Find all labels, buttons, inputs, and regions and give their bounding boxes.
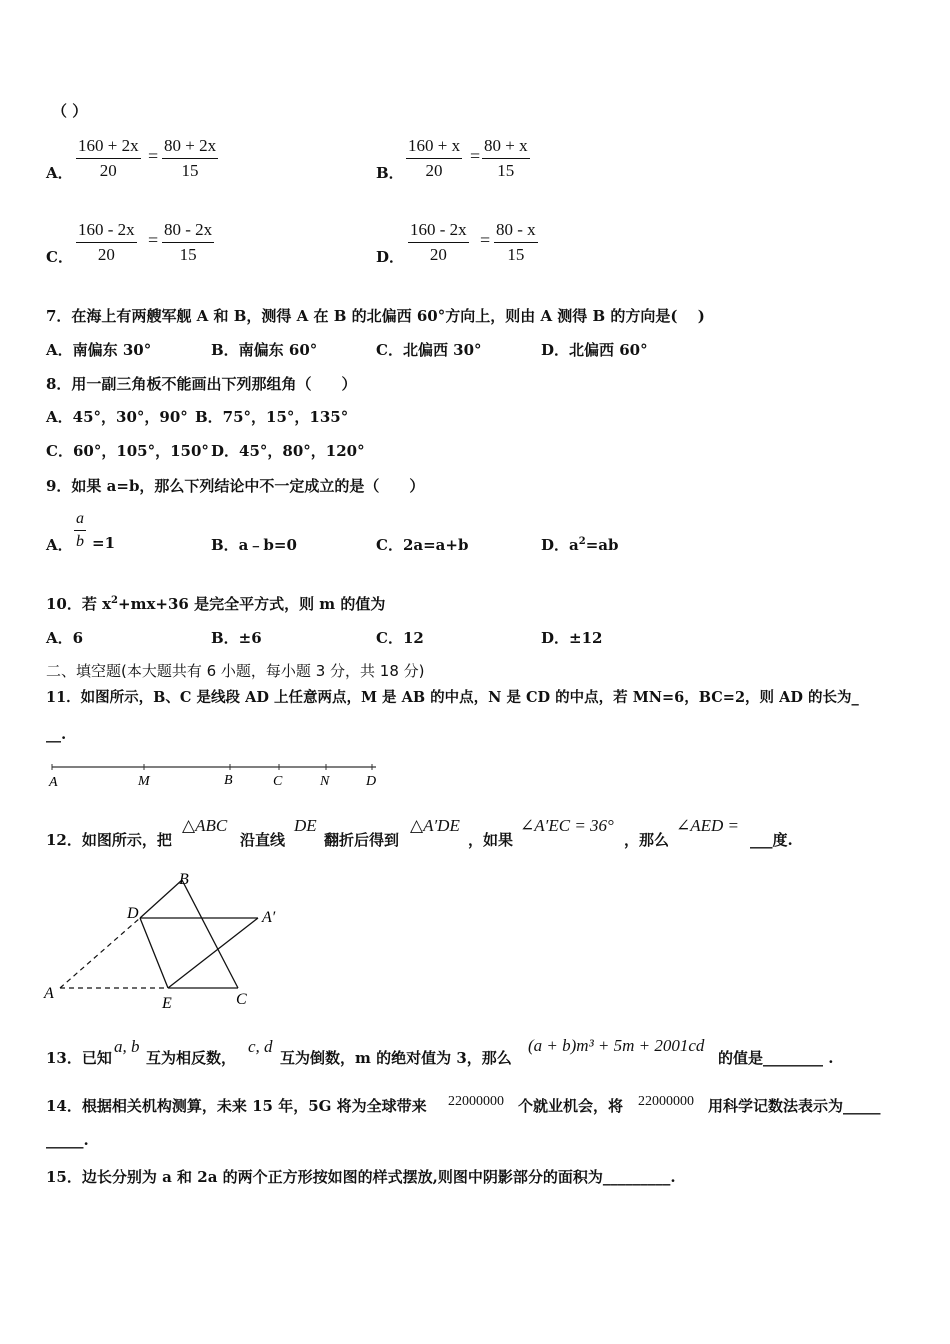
- q13-math-expression: (a + b)m³ + 5m + 2001cd: [528, 1036, 705, 1055]
- q6-option-d-label: D．: [376, 248, 405, 266]
- segment-bd: [140, 880, 182, 918]
- q12-math-de: DE: [294, 816, 317, 835]
- label-m: M: [138, 774, 150, 789]
- q9-option-a-tail: =1: [92, 534, 116, 552]
- numerator: 80 - 2x: [162, 218, 214, 243]
- q7-option-a: A．南偏东 30°: [46, 341, 152, 359]
- q10-text: [46, 593, 385, 614]
- numerator: 80 + 2x: [162, 134, 218, 159]
- q13-text-3: 互为倒数，m 的绝对值为 3，那么: [280, 1049, 512, 1067]
- denominator: b: [76, 533, 84, 550]
- q11-text: 11．如图所示，B、C 是线段 AD 上任意两点，M 是 AB 的中点，N 是 CD 的中点，若 MN=6，BC=2，则 AD 的长为_: [46, 689, 859, 706]
- q6-option-d-right-fraction: [494, 218, 538, 267]
- q9-option-a-fraction: [74, 508, 86, 553]
- segment-ea-prime: [168, 918, 258, 988]
- denominator: 20: [99, 161, 117, 180]
- numerator: 80 + x: [482, 134, 530, 159]
- q10-exponent: 2: [111, 595, 119, 606]
- label-b: B: [179, 871, 189, 888]
- q14-number-2: 22000000: [638, 1094, 694, 1109]
- q9-option-d: [541, 534, 618, 555]
- q6-option-d-left-fraction: [408, 218, 469, 267]
- q12-text-6: ___度.: [750, 831, 793, 849]
- q6-option-c-label: C．: [46, 248, 73, 266]
- numerator: 160 - 2x: [408, 218, 469, 243]
- q7-option-c: C．北偏西 30°: [376, 341, 482, 359]
- segment-de: [140, 918, 168, 988]
- q8-option-a: A．45°，30°，90°: [46, 408, 188, 426]
- label-n: N: [320, 774, 330, 789]
- label-c: C: [236, 991, 247, 1008]
- q12-text-4: ，如果: [468, 831, 514, 849]
- denominator: 15: [181, 161, 199, 180]
- label-c: C: [273, 774, 283, 789]
- q14-text-3: 用科学记数法表示为_____: [708, 1097, 881, 1115]
- q10-option-d: D．±12: [541, 629, 603, 647]
- segment-ad-dashed: [60, 918, 140, 988]
- label-a: A: [44, 985, 54, 1002]
- q6-option-c-right-fraction: [162, 218, 214, 267]
- q6-bracket: （ ）: [52, 102, 88, 120]
- q13-text-4: 的值是________ .: [718, 1049, 834, 1067]
- q9-option-c: C．2a=a+b: [376, 536, 469, 554]
- denominator: 20: [97, 245, 115, 264]
- q12-text-1: 12．如图所示，把: [46, 831, 172, 849]
- equals-sign: =: [480, 230, 491, 250]
- denominator: 20: [425, 161, 443, 180]
- section-2-heading: 二、填空题(本大题共有 6 小题，每小题 3 分，共 18 分): [46, 662, 425, 680]
- q6-option-b-label: B．: [376, 164, 404, 182]
- q6-option-a-left-fraction: [76, 134, 141, 183]
- q8-option-d: D．45°，80°，120°: [211, 442, 365, 460]
- q12-text-2: 沿直线: [240, 831, 286, 849]
- q6-option-b-left-fraction: [406, 134, 462, 183]
- q12-math-triangle-a-prime-de: △A′DE: [410, 816, 460, 835]
- q10-text-pre: 10．若 x: [46, 595, 112, 613]
- numerator: a: [74, 508, 86, 531]
- q8-option-b: B．75°，15°，135°: [195, 408, 349, 426]
- label-b: B: [224, 773, 233, 788]
- q9-option-d-base: D．a: [541, 536, 579, 554]
- denominator: 15: [179, 245, 197, 264]
- q6-option-a-label: A．: [46, 164, 73, 182]
- numerator: 80 - x: [494, 218, 538, 243]
- q14-text-continued: _____.: [46, 1131, 89, 1149]
- q8-text: 8．用一副三角板不能画出下列那组角（ ）: [46, 375, 357, 393]
- q12-math-triangle-abc: △ABC: [182, 816, 228, 835]
- q14-number-1: 22000000: [448, 1094, 504, 1109]
- q12-text-3: 翻折后得到: [324, 831, 400, 849]
- q10-option-b: B．±6: [211, 629, 262, 647]
- q12-math-angle-aed: ∠AED =: [676, 816, 740, 835]
- q12-folding-triangle-figure: [40, 864, 300, 1014]
- q9-text: 9．如果 a=b，那么下列结论中不一定成立的是（ ）: [46, 477, 425, 495]
- label-a-prime: A′: [262, 909, 276, 926]
- q7-option-b: B．南偏东 60°: [211, 341, 318, 359]
- equals-sign: =: [148, 146, 159, 166]
- denominator: 15: [497, 161, 515, 180]
- denominator: 15: [507, 245, 525, 264]
- q11-line-segment-figure: [40, 756, 390, 792]
- numerator: 160 - 2x: [76, 218, 137, 243]
- label-a: A: [49, 775, 58, 790]
- q9-option-d-exponent: 2: [578, 536, 586, 547]
- q8-option-c: C．60°，105°，150°: [46, 442, 209, 460]
- numerator: 160 + 2x: [76, 134, 141, 159]
- q7-option-d: D．北偏西 60°: [541, 341, 648, 359]
- q10-option-a: A．6: [46, 629, 84, 647]
- segment-bc: [182, 880, 238, 988]
- numerator: 160 + x: [406, 134, 462, 159]
- q9-option-b: B．a﹣b=0: [211, 536, 297, 554]
- denominator: 20: [429, 245, 447, 264]
- label-d: D: [127, 905, 139, 922]
- q10-text-post: +mx+36 是完全平方式，则 m 的值为: [118, 595, 386, 613]
- q6-option-c-left-fraction: [76, 218, 137, 267]
- label-d: D: [366, 774, 377, 789]
- q14-text-2: 个就业机会，将: [518, 1097, 624, 1115]
- label-e: E: [162, 995, 172, 1012]
- q13-text-1: 13．已知: [46, 1049, 112, 1067]
- q11-text-continued: __.: [46, 725, 67, 743]
- q7-text: 7．在海上有两艘军舰 A 和 B，测得 A 在 B 的北偏西 60°方向上，则由 A 测得 B 的方向是( ): [46, 307, 705, 325]
- q9-option-a-label: A．: [46, 536, 73, 554]
- equals-sign: =: [148, 230, 159, 250]
- q14-text-1: 14．根据相关机构测算，未来 15 年，5G 将为全球带来: [46, 1097, 427, 1115]
- q6-option-a-right-fraction: [162, 134, 218, 183]
- q9-option-d-tail: =ab: [585, 536, 619, 554]
- q15-text: 15．边长分别为 a 和 2a 的两个正方形按如图的样式摆放,则图中阴影部分的面积为_________.: [46, 1168, 676, 1186]
- equals-sign: =: [470, 146, 481, 166]
- q12-text-5: ，那么: [624, 831, 670, 849]
- q12-math-angle-a-prime-ec: ∠A′EC = 36°: [520, 816, 614, 835]
- q13-math-c-d: c, d: [248, 1037, 273, 1056]
- q6-option-b-right-fraction: [482, 134, 530, 183]
- q13-math-a-b: a, b: [114, 1037, 140, 1056]
- q13-text-2: 互为相反数，: [146, 1049, 237, 1067]
- q10-option-c: C．12: [376, 629, 424, 647]
